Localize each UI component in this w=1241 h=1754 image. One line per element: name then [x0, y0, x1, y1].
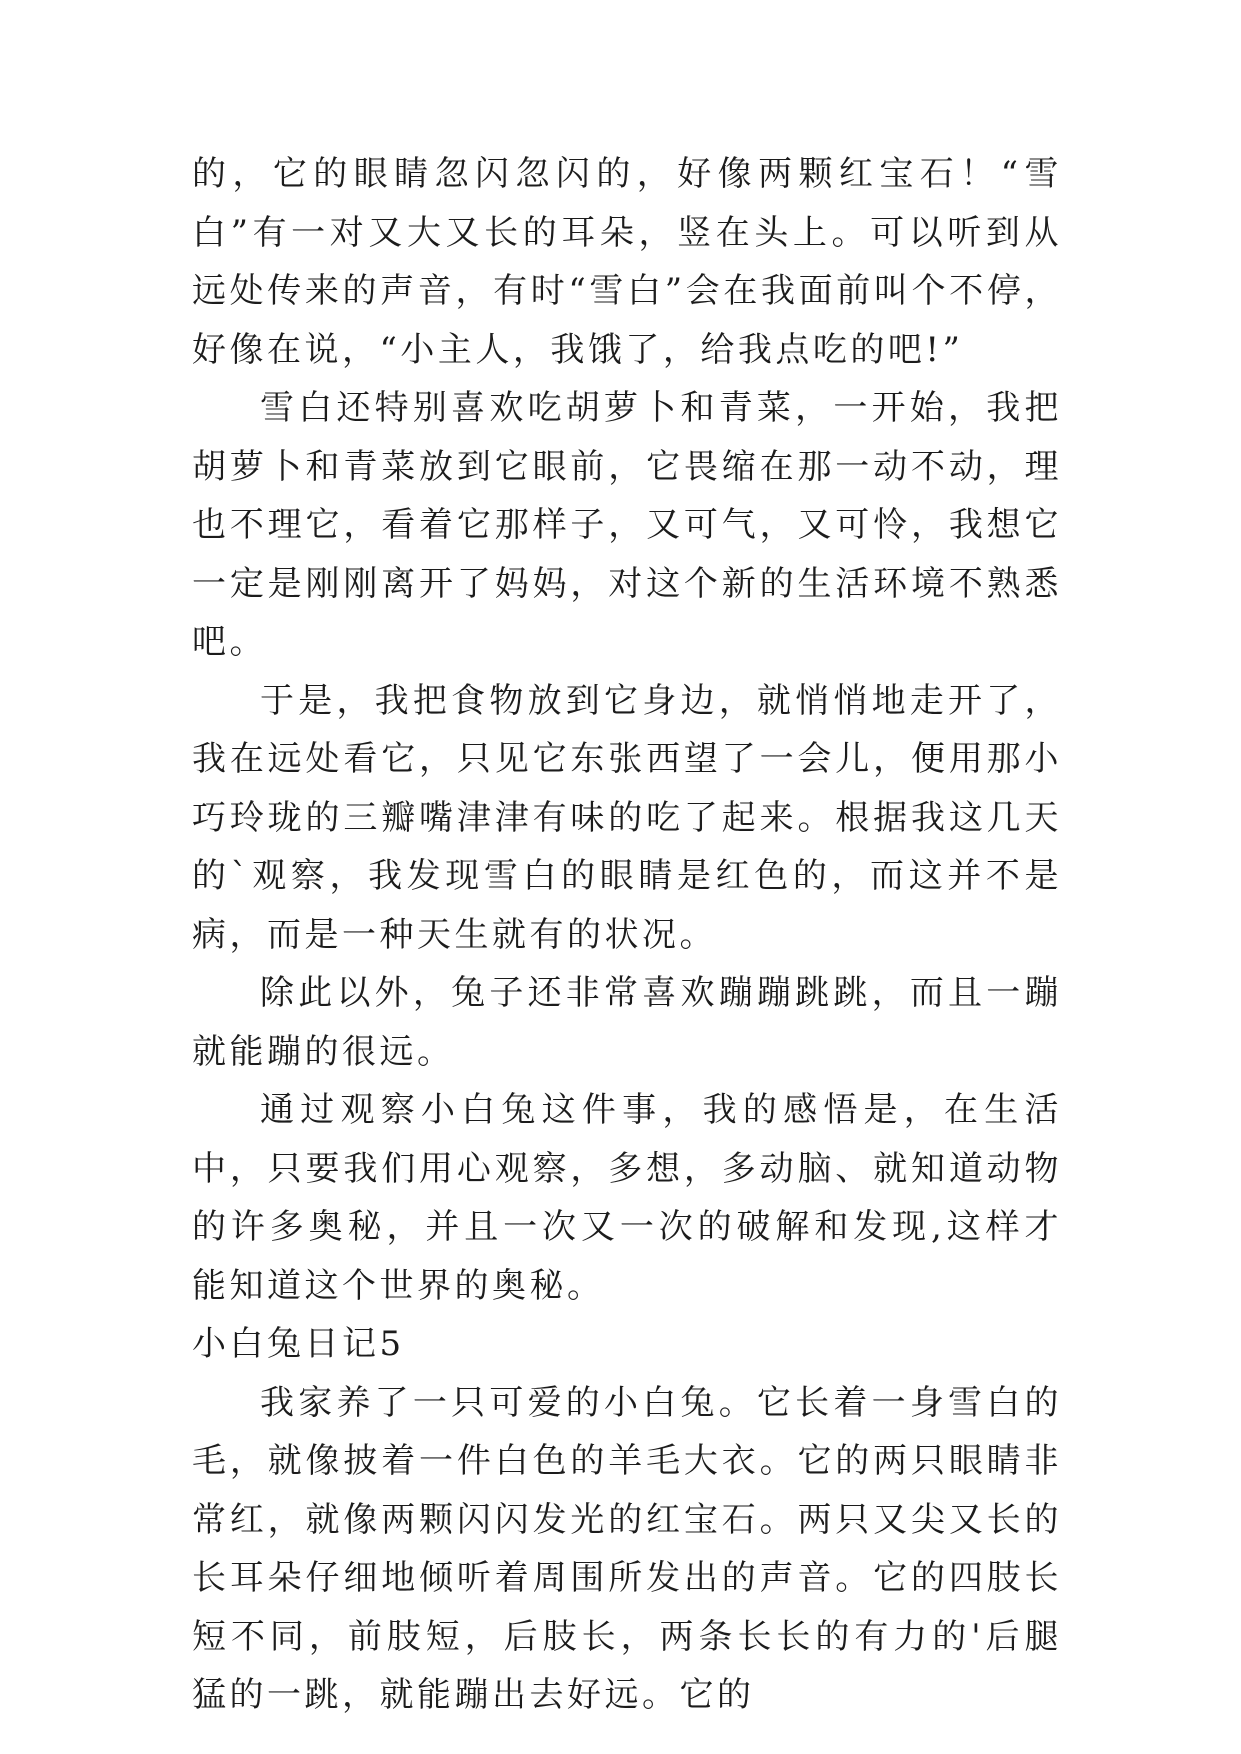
paragraph-4: 除此以外，兔子还非常喜欢蹦蹦跳跳，而且一蹦就能蹦的很远。 — [192, 973, 1062, 1072]
document-page — [192, 145, 1062, 1725]
paragraph-1: 的，它的眼睛忽闪忽闪的，好像两颗红宝石！“雪白”有一对又大又长的耳朵，竖在头上。可以听到从远处传来的声音，有时“雪白”会在我面前叫个不停，好像在说，“小主人，我饿了，给我点吃的吧!” — [192, 154, 1062, 370]
section-heading: 小白兔日记5 — [192, 1324, 405, 1364]
paragraph-6: 我家养了一只可爱的小白兔。它长着一身雪白的毛，就像披着一件白色的羊毛大衣。它的两只眼睛非常红，就像两颗闪闪发光的红宝石。两只又尖又长的长耳朵仔细地倾听着周围所发出的声音。它的四肢长短不同，前肢短，后肢长，两条长长的有力的'后腿猛的一跳，就能蹦出去好远。它的 — [192, 1382, 1062, 1715]
paragraph-3: 于是，我把食物放到它身边，就悄悄地走开了，我在远处看它，只见它东张西望了一会儿，便用那小巧玲珑的三瓣嘴津津有味的吃了起来。根据我这几天的`观察，我发现雪白的眼睛是红色的，而这并不是病，而是一种天生就有的状况。 — [192, 680, 1062, 955]
paragraph-2: 雪白还特别喜欢吃胡萝卜和青菜，一开始，我把胡萝卜和青菜放到它眼前，它畏缩在那一动不动，理也不理它，看着它那样子，又可气，又可怜，我想它一定是刚刚离开了妈妈，对这个新的生活环境不熟悉吧。 — [192, 388, 1062, 662]
paragraph-5: 通过观察小白兔这件事，我的感悟是，在生活中，只要我们用心观察，多想，多动脑、就知道动物的许多奥秘，并且一次又一次的破解和发现,这样才能知道这个世界的奥秘。 — [192, 1090, 1062, 1306]
